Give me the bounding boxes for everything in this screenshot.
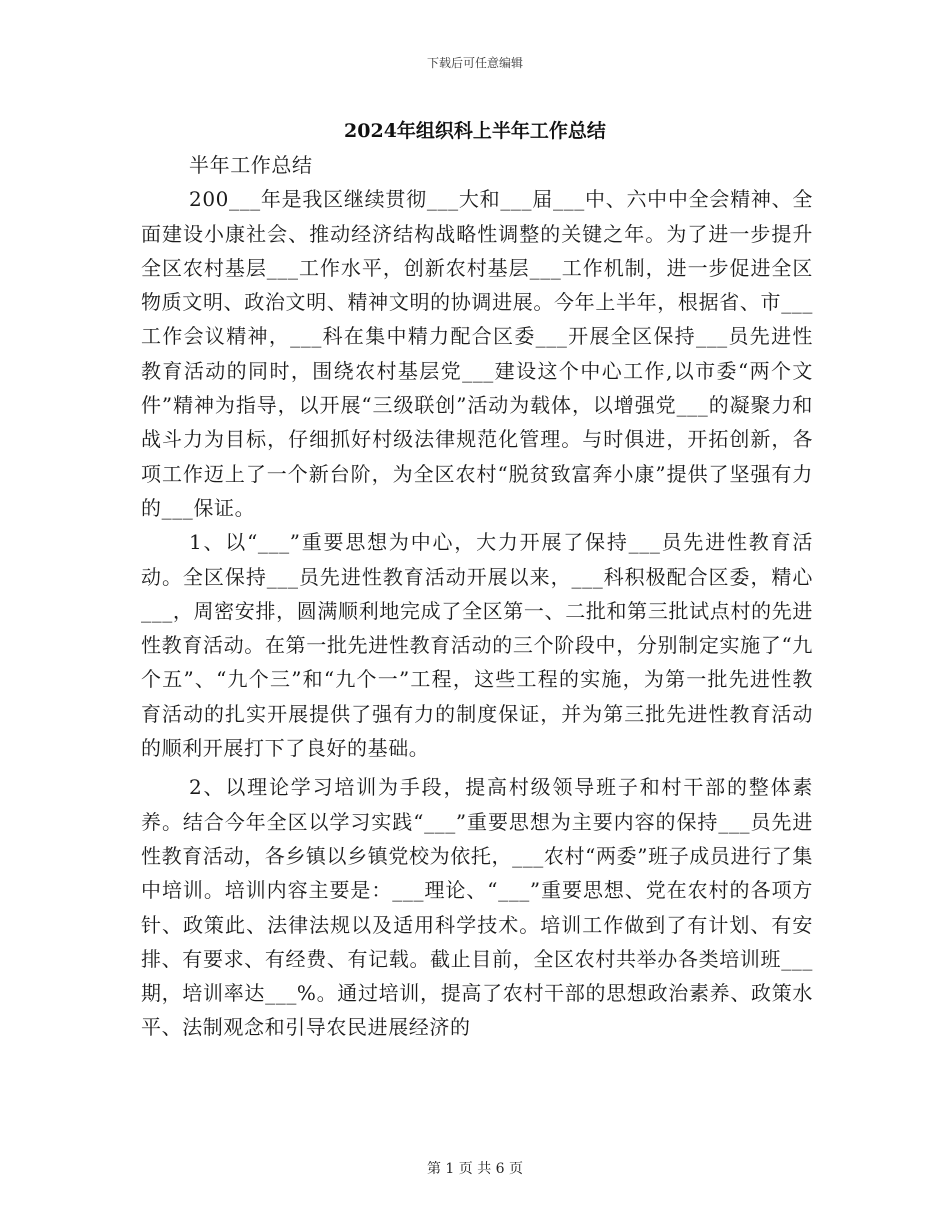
page-number: 第 1 页 共 6 页 [426,1161,524,1177]
paragraph-item-1: 1、以“___”重要思想为中心，大力开展了保持___员先进性教育活动。全区保持___员先进性教育活动开展以来，___科积极配合区委，精心___，周密安排，圆满顺利地完成了全区第一、二批和第三批试点村的先进性教育活动。在第一批先进性教育活动的三个阶段中，分别制定实施了“九个五”、“九个三”和“九个一”工程，这些工程的实施，为第一批先进性教育活动的扎实开展提供了强有力的制度保证，并为第三批先进性教育活动的顺利开展打下了良好的基础。 [141,530,813,761]
paragraph-section-label: 半年工作总结 [189,153,313,177]
page-header-note: 下载后可任意编辑 [426,56,523,70]
paragraph-item-2: 2、以理论学习培训为手段，提高村级领导班子和村干部的整体素养。结合今年全区以学习实践“___”重要思想为主要内容的保持___员先进性教育活动，各乡镇以乡镇党校为依托，___农村“两委”班子成员进行了集中培训。培训内容主要是：___理论、“___”重要思想、党在农村的各项方针、政策此、法律法规以及适用科学技术。培训工作做到了有计划、有安排、有要求、有经费、有记载。截止目前，全区农村共举办各类培训班___期，培训率达___%。通过培训，提高了农村干部的思想政治素养、政策水平、法制观念和引导农民进展经济的 [141,775,813,1040]
document-body [141,148,813,1045]
document-title: 2024年组织科上半年工作总结 [344,120,606,142]
paragraph-intro: 200___年是我区继续贯彻___大和___届___中、六中中全会精神、全面建设小康社会、推动经济结构战略性调整的关键之年。为了进一步提升全区农村基层___工作水平，创新农村基层___工作机制，进一步促进全区物质文明、政治文明、精神文明的协调进展。今年上半年，根据省、市___工作会议精神，___科在集中精力配合区委___开展全区保持___员先进性教育活动的同时，围绕农村基层党___建设这个中心工作,以市委“两个文件”精神为指导，以开展“三级联创”活动为载体，以增强党___的凝聚力和战斗力为目标，仔细抓好村级法律规范化管理。与时俱进，开拓创新，各项工作迈上了一个新台阶，为全区农村“脱贫致富奔小康”提供了坚强有力的___保证。 [141,187,813,520]
